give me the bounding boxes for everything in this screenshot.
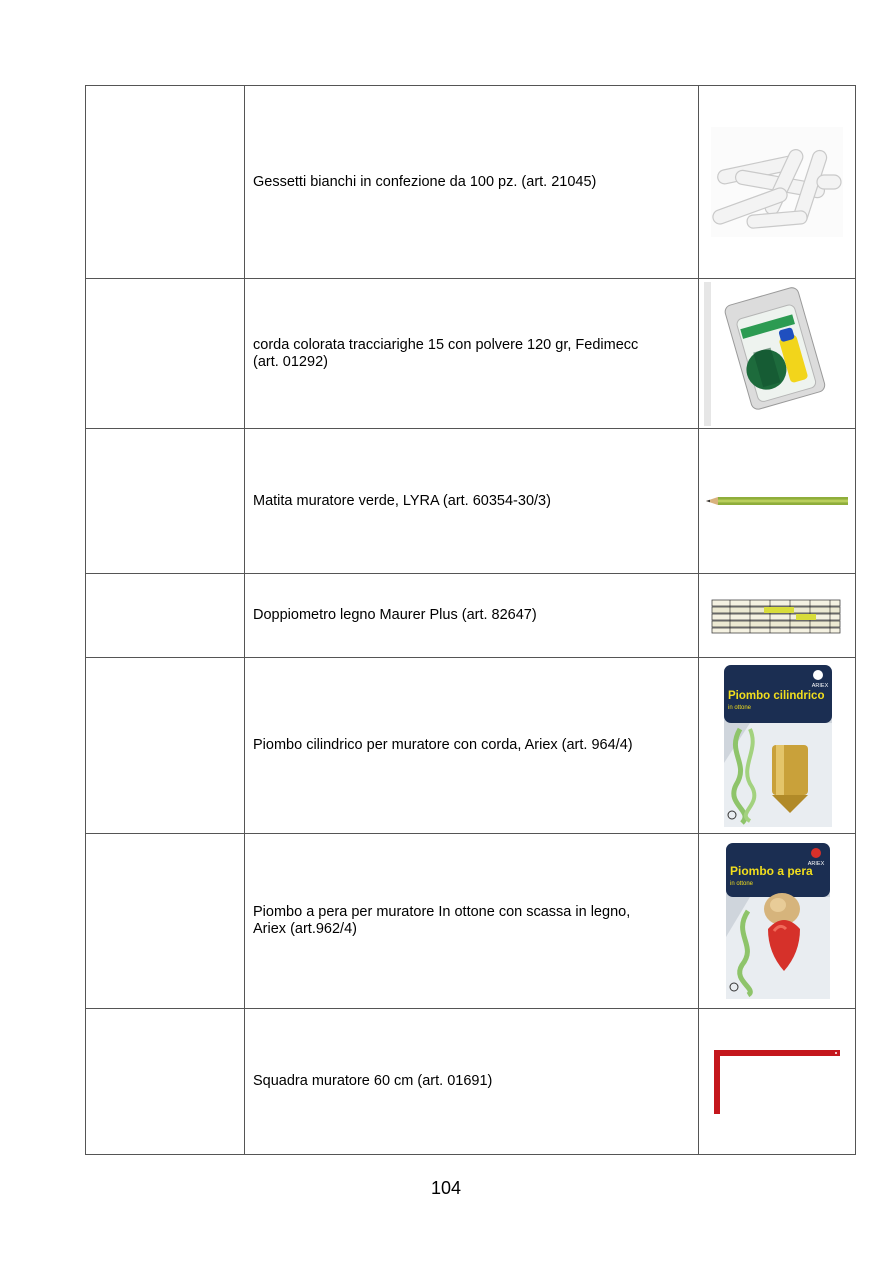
- empty-cell: [86, 834, 245, 1009]
- chalk-line-image: [699, 279, 856, 429]
- empty-cell: [86, 279, 245, 429]
- product-description: Piombo cilindrico per muratore con corda, Ariex (art. 964/4): [245, 658, 699, 834]
- empty-cell: [86, 1009, 245, 1155]
- pack-title: Piombo a pera: [730, 864, 813, 878]
- product-description: corda colorata tracciarighe 15 con polvere 120 gr, Fedimecc (art. 01292): [245, 279, 699, 429]
- pack-subtitle: in ottone: [728, 704, 752, 711]
- table-row: [86, 658, 856, 834]
- empty-cell: [86, 574, 245, 658]
- brand-logo-text: ARIEX: [811, 682, 829, 689]
- product-description: Piombo a pera per muratore In ottone con scassa in legno, Ariex (art.962/4): [245, 834, 699, 1009]
- empty-cell: [86, 429, 245, 574]
- table-row: [86, 574, 856, 658]
- pear-plumb-image: [699, 834, 856, 1009]
- pack-subtitle: in ottone: [730, 881, 754, 887]
- product-description: Squadra muratore 60 cm (art. 01691): [245, 1009, 699, 1155]
- table-row: [86, 834, 856, 1009]
- table-row: [86, 1009, 856, 1155]
- cylindrical-plumb-image: [699, 658, 856, 834]
- mason-square-image: [699, 1009, 856, 1155]
- empty-cell: [86, 658, 245, 834]
- product-table: [85, 85, 856, 1155]
- chalk-image: [699, 86, 856, 279]
- product-description: Doppiometro legno Maurer Plus (art. 82647): [245, 574, 699, 658]
- empty-cell: [86, 86, 245, 279]
- folding-ruler-image: [699, 574, 856, 658]
- table-row: [86, 429, 856, 574]
- product-description: Gessetti bianchi in confezione da 100 pz. (art. 21045): [245, 86, 699, 279]
- brand-logo-text: ARIEX: [807, 861, 825, 867]
- table-row: [86, 279, 856, 429]
- product-description: Matita muratore verde, LYRA (art. 60354-30/3): [245, 429, 699, 574]
- table-row: [86, 86, 856, 279]
- pack-title: Piombo cilindrico: [728, 689, 825, 702]
- page-number: 104: [430, 1178, 462, 1198]
- pencil-image: [699, 429, 856, 574]
